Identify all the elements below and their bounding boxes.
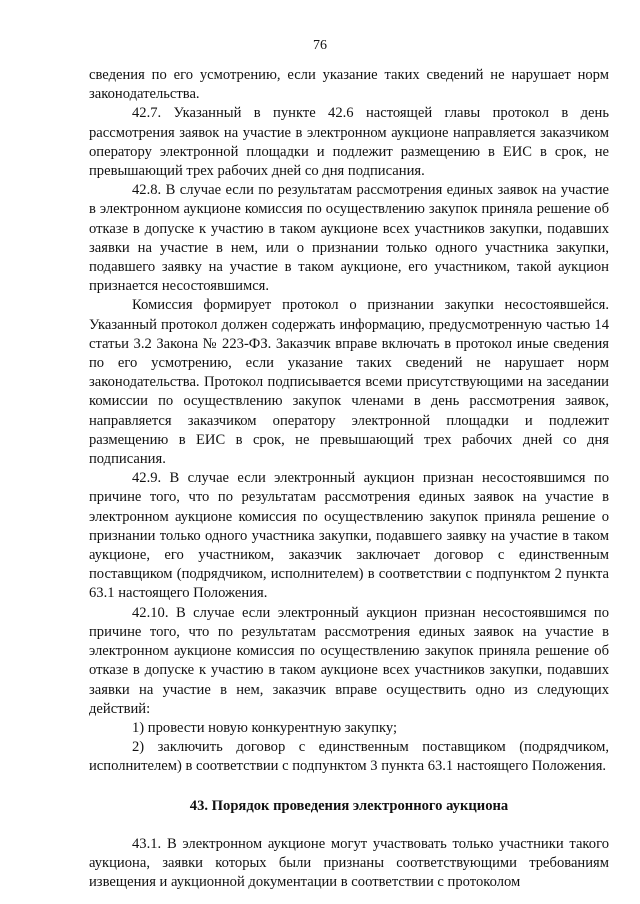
paragraphs-before-heading <box>89 66 609 777</box>
paragraph: Комиссия формирует протокол о признании закупки несостоявшейся. Указанный протокол должен содержать информацию, предусмотренную частью 14 статьи 3.2 Закона № 223-ФЗ. Заказчик вправе включать в протокол иные сведения по его усмотрению, если указание таких сведений не нарушает норм законодательства. Протокол подписывается всеми присутствующими на заседании комиссии по осуществлению закупок членами в день рассмотрения заявок, направляется заказчиком оператору электронной площадки и подлежит размещению в ЕИС в срок, не превышающий трех рабочих дней со дня подписания. <box>89 297 609 468</box>
paragraph: 42.8. В случае если по результатам рассмотрения единых заявок на участие в электронном аукционе комиссия по осуществлению закупок приняла решение об отказе в допуске к участию в таком аукционе всех участников закупки, подавших заявки на участие в нем, или о признании только одного участника закупки, подавшего заявку на участие в таком аукционе, его участником, такой аукцион признается несостоявшимся. <box>89 182 609 295</box>
paragraph: 43.1. В электронном аукционе могут участвовать только участники такого аукциона, заявки которых были признаны соответствующими требованиям извещения и аукционной документации в соответствии с протоколом <box>89 835 609 891</box>
paragraph: 2) заключить договор с единственным поставщиком (подрядчиком, исполнителем) в соответствии с подпунктом 3 пункта 63.1 настоящего Положения. <box>89 739 609 775</box>
page-number: 76 <box>313 38 327 53</box>
section-heading: 43. Порядок проведения электронного аукциона <box>189 797 509 814</box>
paragraphs-after-heading <box>89 835 609 893</box>
paragraph: сведения по его усмотрению, если указание таких сведений не нарушает норм законодательства. <box>89 67 609 103</box>
paragraph: 42.7. Указанный в пункте 42.6 настоящей главы протокол в день рассмотрения заявок на участие в электронном аукционе направляется заказчиком оператору электронной площадки и подлежит размещению в ЕИС в срок, не превышающий трех рабочих дней со дня подписания. <box>89 105 609 180</box>
paragraph: 42.9. В случае если электронный аукцион признан несостоявшимся по причине того, что по результатам рассмотрения единых заявок на участие в электронном аукционе комиссия по осуществлению закупок приняла решение о признании только одного участника закупки, подавшего заявку на участие в таком аукционе, его участником, заказчик заключает договор с единственным поставщиком (подрядчиком, исполнителем) в соответствии с подпунктом 2 пункта 63.1 настоящего Положения. <box>89 470 609 602</box>
paragraph: 42.10. В случае если электронный аукцион признан несостоявшимся по причине того, что по результатам рассмотрения единых заявок на участие в электронном аукционе комиссия по осуществлению закупок приняла решение об отказе в допуске к участию в таком аукционе всех участников закупки, подавших заявки на участие в нем, заказчик вправе осуществить одно из следующих действий: <box>89 604 609 717</box>
paragraph: 1) провести новую конкурентную закупку; <box>132 719 398 736</box>
document-body <box>89 66 609 892</box>
